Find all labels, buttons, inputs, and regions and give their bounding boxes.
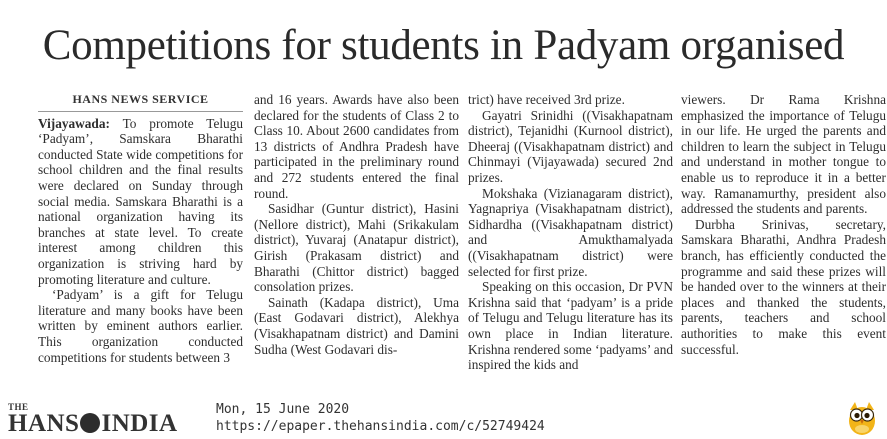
column-4 bbox=[681, 92, 886, 357]
globe-icon bbox=[80, 413, 100, 433]
column-1 bbox=[38, 92, 243, 365]
column-2 bbox=[254, 92, 459, 357]
paragraph: and 16 years. Awards have also been declared for the students of Class 2 to Class 10. About 2600 candidates from 13 districts of Andhra Pradesh have participated in the preliminary round and 272 students entered the final round. bbox=[254, 92, 459, 201]
paragraph: viewers. Dr Rama Krishna emphasized the importance of Telugu in our life. He urged the parents and children to learn the subject in Telugu and understand in mother tongue to enable us to reproduce it in a better way. Ramanamurthy, president also addressed the students and parents. bbox=[681, 92, 886, 217]
hans-india-logo bbox=[8, 402, 208, 438]
headline: Competitions for students in Padyam organised bbox=[42, 22, 845, 69]
paragraph: Mokshaka (Vizianagaram district), Yagnapriya (Visakhapatnam district), Sidhardha ((Visakhapatnam district) and Amukthamalyada ((Visakhapatnam district) were selected for first prize. bbox=[468, 185, 673, 279]
paragraph: Gayatri Srinidhi ((Visakhapatnam district), Tejanidhi (Kurnool district), Dheeraj ((Visakhapatnam district) and Chinmayi (Vijayawada) secured 2nd prizes. bbox=[468, 107, 673, 185]
epaper-url[interactable]: https://epaper.thehansindia.com/c/52749424 bbox=[216, 419, 545, 434]
epaper-meta bbox=[216, 401, 545, 435]
publish-date: Mon, 15 June 2020 bbox=[216, 402, 350, 417]
paragraph: trict) have received 3rd prize. bbox=[468, 92, 625, 107]
footer bbox=[0, 399, 887, 439]
paragraph: Durbha Srinivas, secretary, Samskara Bharathi, Andhra Pradesh branch, has efficiently conducted the programme and said these prizes will be handed over to the winners at their places and thanked the students, parents, teachers and school authorities to make this event successful. bbox=[681, 216, 886, 357]
logo-the: THE bbox=[8, 402, 29, 412]
byline: HANS NEWS SERVICE bbox=[38, 92, 243, 112]
owl-mascot-icon bbox=[846, 400, 878, 436]
paragraph: ‘Padyam’ is a gift for Telugu literature and many books have been written by eminent authors earlier. This organization conducted competitions for students between 3 bbox=[38, 287, 243, 365]
paragraph: Sasidhar (Guntur district), Hasini (Nellore district), Mahi (Srikakulam district), Yuvaraj (Anatapur district), Girish (Prakasam district) and Bharathi (Chittor district) bagged consolation prizes. bbox=[254, 201, 459, 295]
dateline: Vijayawada: bbox=[38, 115, 110, 131]
logo-wordmark: HANS INDIA bbox=[8, 410, 178, 437]
column-3 bbox=[468, 92, 673, 373]
paragraph: Sainath (Kadapa district), Uma (East Godavari district), Alekhya (Visakhapatnam district) and Damini Sudha (West Godavari dis- bbox=[254, 294, 459, 357]
paragraph: Vijayawada: To promote Telugu ‘Padyam’, Samskara Bharathi conducted State wide competitions for school children and the final results were declared on Sunday through social media. Samskara Bharathi is a national organization having its branches at state level. To create interest among children this organization is striving hard by promoting literature and culture. bbox=[38, 115, 243, 287]
paragraph: Speaking on this occasion, Dr PVN Krishna said that ‘padyam’ is a pride of Telugu and Telugu literature has its own place in Indian literature. Krishna rendered some ‘padyams’ and inspired the kids and bbox=[468, 279, 673, 373]
